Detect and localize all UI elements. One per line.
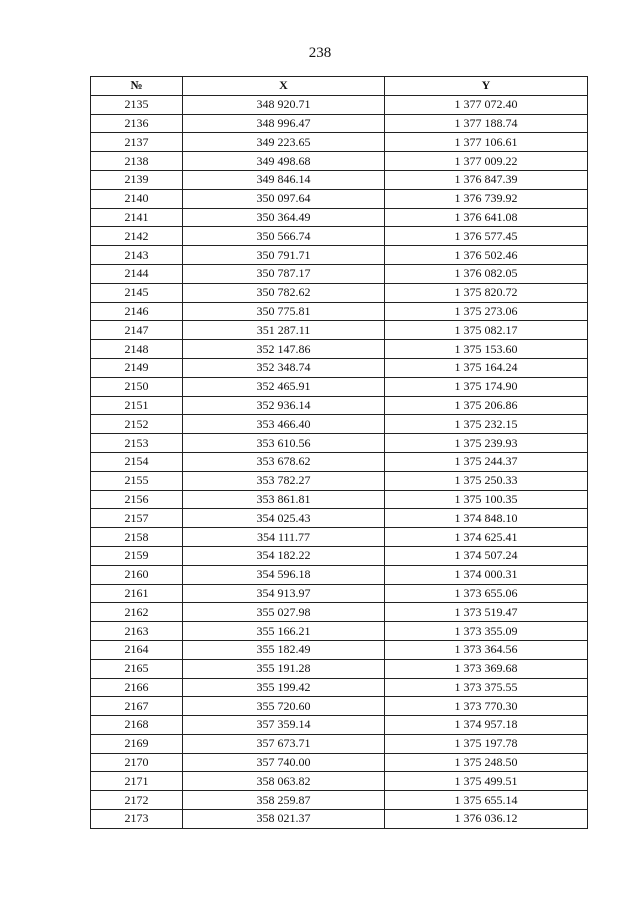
cell-y: 1 374 000.31 [385, 565, 588, 584]
table-row [91, 603, 588, 622]
cell-y: 1 375 248.50 [385, 753, 588, 772]
coordinates-table [90, 76, 588, 829]
cell-number: 2168 [91, 716, 183, 735]
column-header-number: № [91, 77, 183, 96]
cell-y: 1 375 197.78 [385, 734, 588, 753]
table-row [91, 377, 588, 396]
column-header-x: X [183, 77, 385, 96]
table-row [91, 678, 588, 697]
cell-y: 1 376 641.08 [385, 208, 588, 227]
cell-y: 1 375 206.86 [385, 396, 588, 415]
table-row [91, 565, 588, 584]
table-row [91, 490, 588, 509]
table-row [91, 471, 588, 490]
cell-y: 1 374 848.10 [385, 509, 588, 528]
cell-x: 348 996.47 [183, 114, 385, 133]
cell-y: 1 373 770.30 [385, 697, 588, 716]
cell-number: 2143 [91, 246, 183, 265]
cell-x: 350 787.17 [183, 264, 385, 283]
table-row [91, 509, 588, 528]
cell-number: 2150 [91, 377, 183, 396]
table-row [91, 189, 588, 208]
cell-x: 351 287.11 [183, 321, 385, 340]
cell-number: 2140 [91, 189, 183, 208]
table-row [91, 170, 588, 189]
cell-x: 353 610.56 [183, 434, 385, 453]
cell-y: 1 377 188.74 [385, 114, 588, 133]
cell-number: 2152 [91, 415, 183, 434]
table-row [91, 753, 588, 772]
cell-number: 2148 [91, 340, 183, 359]
column-header-y: Y [385, 77, 588, 96]
cell-y: 1 375 174.90 [385, 377, 588, 396]
cell-y: 1 376 739.92 [385, 189, 588, 208]
table-body [91, 95, 588, 828]
cell-x: 349 498.68 [183, 152, 385, 171]
cell-x: 355 182.49 [183, 640, 385, 659]
cell-number: 2165 [91, 659, 183, 678]
table-row [91, 697, 588, 716]
cell-y: 1 375 655.14 [385, 791, 588, 810]
cell-y: 1 373 364.56 [385, 640, 588, 659]
cell-number: 2145 [91, 283, 183, 302]
cell-y: 1 375 244.37 [385, 452, 588, 471]
cell-y: 1 375 100.35 [385, 490, 588, 509]
table-row [91, 302, 588, 321]
cell-y: 1 375 239.93 [385, 434, 588, 453]
page-number: 238 [308, 45, 332, 61]
cell-number: 2159 [91, 546, 183, 565]
cell-number: 2136 [91, 114, 183, 133]
cell-x: 357 740.00 [183, 753, 385, 772]
cell-y: 1 375 499.51 [385, 772, 588, 791]
table-row [91, 227, 588, 246]
table-row [91, 358, 588, 377]
cell-x: 354 182.22 [183, 546, 385, 565]
cell-y: 1 376 847.39 [385, 170, 588, 189]
table-row [91, 791, 588, 810]
cell-number: 2141 [91, 208, 183, 227]
cell-number: 2161 [91, 584, 183, 603]
cell-number: 2144 [91, 264, 183, 283]
cell-y: 1 374 957.18 [385, 716, 588, 735]
cell-y: 1 376 082.05 [385, 264, 588, 283]
table-row [91, 340, 588, 359]
cell-x: 352 936.14 [183, 396, 385, 415]
cell-y: 1 373 655.06 [385, 584, 588, 603]
table-row [91, 246, 588, 265]
cell-number: 2170 [91, 753, 183, 772]
cell-y: 1 374 507.24 [385, 546, 588, 565]
cell-x: 358 063.82 [183, 772, 385, 791]
table-row [91, 640, 588, 659]
cell-y: 1 375 232.15 [385, 415, 588, 434]
cell-x: 348 920.71 [183, 95, 385, 114]
cell-y: 1 375 273.06 [385, 302, 588, 321]
table-row [91, 734, 588, 753]
cell-x: 354 025.43 [183, 509, 385, 528]
cell-x: 349 223.65 [183, 133, 385, 152]
cell-number: 2157 [91, 509, 183, 528]
table-row [91, 152, 588, 171]
cell-number: 2163 [91, 622, 183, 641]
cell-number: 2149 [91, 358, 183, 377]
table-row [91, 95, 588, 114]
cell-number: 2171 [91, 772, 183, 791]
table-row [91, 415, 588, 434]
cell-x: 355 027.98 [183, 603, 385, 622]
cell-x: 358 021.37 [183, 810, 385, 829]
cell-y: 1 377 106.61 [385, 133, 588, 152]
cell-number: 2147 [91, 321, 183, 340]
cell-x: 354 596.18 [183, 565, 385, 584]
cell-x: 354 913.97 [183, 584, 385, 603]
cell-number: 2138 [91, 152, 183, 171]
cell-y: 1 376 036.12 [385, 810, 588, 829]
cell-y: 1 377 072.40 [385, 95, 588, 114]
cell-x: 352 147.86 [183, 340, 385, 359]
cell-number: 2154 [91, 452, 183, 471]
table-row [91, 659, 588, 678]
table-row [91, 452, 588, 471]
cell-x: 353 861.81 [183, 490, 385, 509]
cell-number: 2172 [91, 791, 183, 810]
cell-x: 355 199.42 [183, 678, 385, 697]
cell-y: 1 377 009.22 [385, 152, 588, 171]
cell-number: 2156 [91, 490, 183, 509]
cell-x: 350 791.71 [183, 246, 385, 265]
table-row [91, 546, 588, 565]
cell-number: 2166 [91, 678, 183, 697]
cell-x: 353 782.27 [183, 471, 385, 490]
cell-x: 358 259.87 [183, 791, 385, 810]
cell-y: 1 373 355.09 [385, 622, 588, 641]
cell-x: 353 466.40 [183, 415, 385, 434]
cell-number: 2155 [91, 471, 183, 490]
cell-x: 350 364.49 [183, 208, 385, 227]
cell-number: 2153 [91, 434, 183, 453]
cell-number: 2167 [91, 697, 183, 716]
cell-y: 1 373 375.55 [385, 678, 588, 697]
cell-number: 2135 [91, 95, 183, 114]
cell-x: 350 097.64 [183, 189, 385, 208]
cell-y: 1 376 577.45 [385, 227, 588, 246]
cell-number: 2137 [91, 133, 183, 152]
cell-y: 1 373 369.68 [385, 659, 588, 678]
table-header-row [91, 77, 588, 96]
cell-x: 350 775.81 [183, 302, 385, 321]
cell-number: 2173 [91, 810, 183, 829]
table-row [91, 264, 588, 283]
cell-y: 1 374 625.41 [385, 528, 588, 547]
table-row [91, 396, 588, 415]
table-row [91, 584, 588, 603]
cell-x: 357 673.71 [183, 734, 385, 753]
table-row [91, 283, 588, 302]
cell-x: 353 678.62 [183, 452, 385, 471]
cell-number: 2142 [91, 227, 183, 246]
cell-number: 2160 [91, 565, 183, 584]
table-row [91, 208, 588, 227]
cell-x: 357 359.14 [183, 716, 385, 735]
table-row [91, 810, 588, 829]
table-row [91, 528, 588, 547]
cell-x: 355 191.28 [183, 659, 385, 678]
cell-x: 352 465.91 [183, 377, 385, 396]
cell-x: 355 720.60 [183, 697, 385, 716]
table-row [91, 434, 588, 453]
cell-number: 2162 [91, 603, 183, 622]
table-row [91, 622, 588, 641]
cell-x: 355 166.21 [183, 622, 385, 641]
cell-y: 1 376 502.46 [385, 246, 588, 265]
cell-number: 2164 [91, 640, 183, 659]
table-row [91, 133, 588, 152]
cell-y: 1 373 519.47 [385, 603, 588, 622]
cell-x: 350 782.62 [183, 283, 385, 302]
table-row [91, 772, 588, 791]
cell-number: 2158 [91, 528, 183, 547]
cell-number: 2151 [91, 396, 183, 415]
table-row [91, 114, 588, 133]
cell-x: 350 566.74 [183, 227, 385, 246]
table-row [91, 716, 588, 735]
table-row [91, 321, 588, 340]
cell-y: 1 375 082.17 [385, 321, 588, 340]
cell-y: 1 375 153.60 [385, 340, 588, 359]
cell-x: 349 846.14 [183, 170, 385, 189]
cell-y: 1 375 250.33 [385, 471, 588, 490]
cell-x: 352 348.74 [183, 358, 385, 377]
cell-number: 2139 [91, 170, 183, 189]
cell-y: 1 375 820.72 [385, 283, 588, 302]
cell-number: 2169 [91, 734, 183, 753]
cell-number: 2146 [91, 302, 183, 321]
cell-x: 354 111.77 [183, 528, 385, 547]
cell-y: 1 375 164.24 [385, 358, 588, 377]
